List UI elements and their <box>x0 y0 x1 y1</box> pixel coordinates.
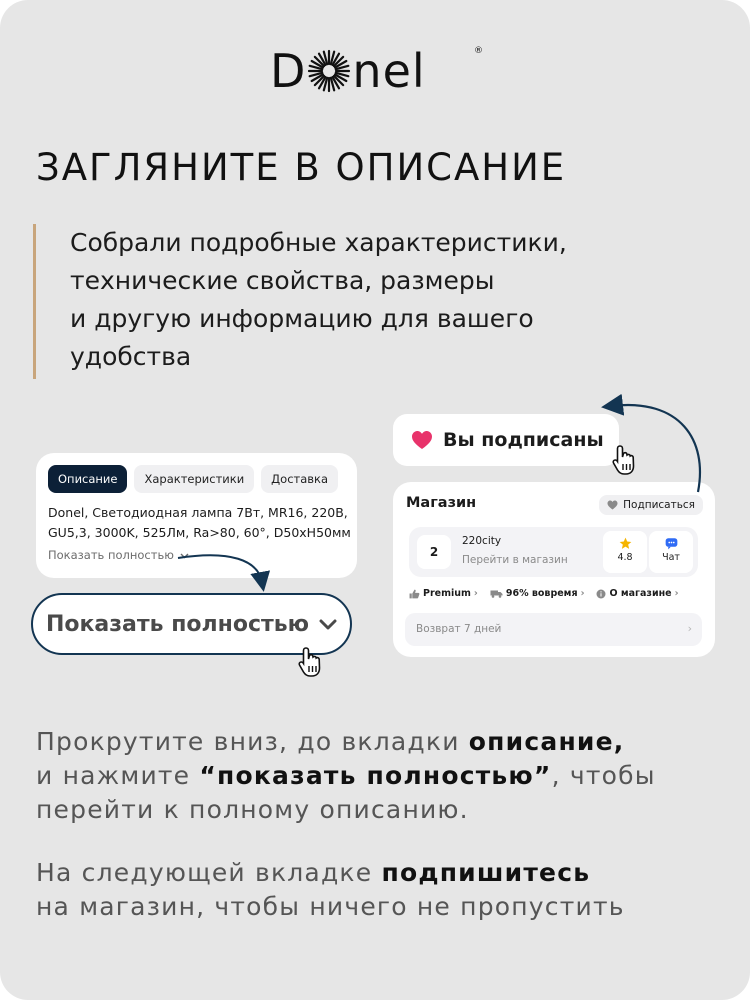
shop-name: 220city <box>462 535 502 547</box>
intro-line: удобства <box>70 342 192 371</box>
intro-line: технические свойства, размеры <box>70 266 495 295</box>
description-line: Donel, Светодиодная лампа 7Вт, MR16, 220В, <box>48 505 348 520</box>
instruction-text: , чтобы <box>551 761 656 790</box>
chevron-right-icon: › <box>473 588 478 599</box>
instruction-line <box>36 759 726 793</box>
shop-card-title: Магазин <box>406 495 477 511</box>
pointer-arrow <box>612 405 700 492</box>
instruction-line <box>36 856 726 890</box>
hand-cursor-icon <box>613 446 633 474</box>
rating-value: 4.8 <box>617 552 633 563</box>
subscribe-label: Подписаться <box>623 499 695 511</box>
instruction-description <box>36 725 726 827</box>
instruction-line: перейти к полному описанию. <box>36 795 469 824</box>
chat-label: Чат <box>662 552 680 563</box>
chevron-right-icon: › <box>687 622 692 635</box>
return-policy-label: Возврат 7 дней <box>416 623 502 635</box>
go-to-shop-link[interactable]: Перейти в магазин <box>462 554 568 566</box>
show-more-link-label: Показать полностью <box>48 548 174 562</box>
instruction-line: на магазин, чтобы ничего не пропустить <box>36 892 625 921</box>
badge-label: О магазине <box>609 588 672 599</box>
badge-label: Premium <box>423 588 471 599</box>
logo-letter-d: D <box>270 44 307 98</box>
instruction-text: Прокрутите вниз, до вкладки <box>36 727 469 756</box>
logo-letters-nel: nel <box>352 44 426 98</box>
instruction-text: и нажмите <box>36 761 200 790</box>
page-title: ЗАГЛЯНИТЕ В ОПИСАНИЕ <box>36 146 567 189</box>
hand-cursor-icon <box>299 648 319 676</box>
chevron-right-icon: › <box>674 588 679 599</box>
instruction-subscribe <box>36 856 726 924</box>
instruction-line <box>36 725 726 759</box>
subscribed-label: Вы подписаны <box>443 429 604 451</box>
tab-delivery[interactable]: Доставка <box>261 465 338 493</box>
pointer-arrow <box>178 555 262 582</box>
badge-label: 96% вовремя <box>505 588 578 599</box>
tab-description[interactable]: Описание <box>48 465 127 493</box>
intro-line: и другую информацию для вашего <box>70 304 534 333</box>
intro-line: Собрали подробные характеристики, <box>70 228 567 257</box>
registered-mark: ® <box>474 46 483 56</box>
description-line: GU5,3, 3000K, 525Лм, Ra>80, 60°, D50xH50мм <box>48 525 351 540</box>
instruction-text: На следующей вкладке <box>36 858 382 887</box>
shop-avatar: 2 <box>417 535 451 569</box>
instruction-bold: “показать полностью” <box>199 761 552 790</box>
chevron-right-icon: › <box>580 588 585 599</box>
instruction-bold: подпишитесь <box>381 858 591 887</box>
show-more-button-label: Показать полностью <box>45 611 310 637</box>
instruction-bold: описание, <box>468 727 625 756</box>
tab-specifications[interactable]: Характеристики <box>134 465 254 493</box>
